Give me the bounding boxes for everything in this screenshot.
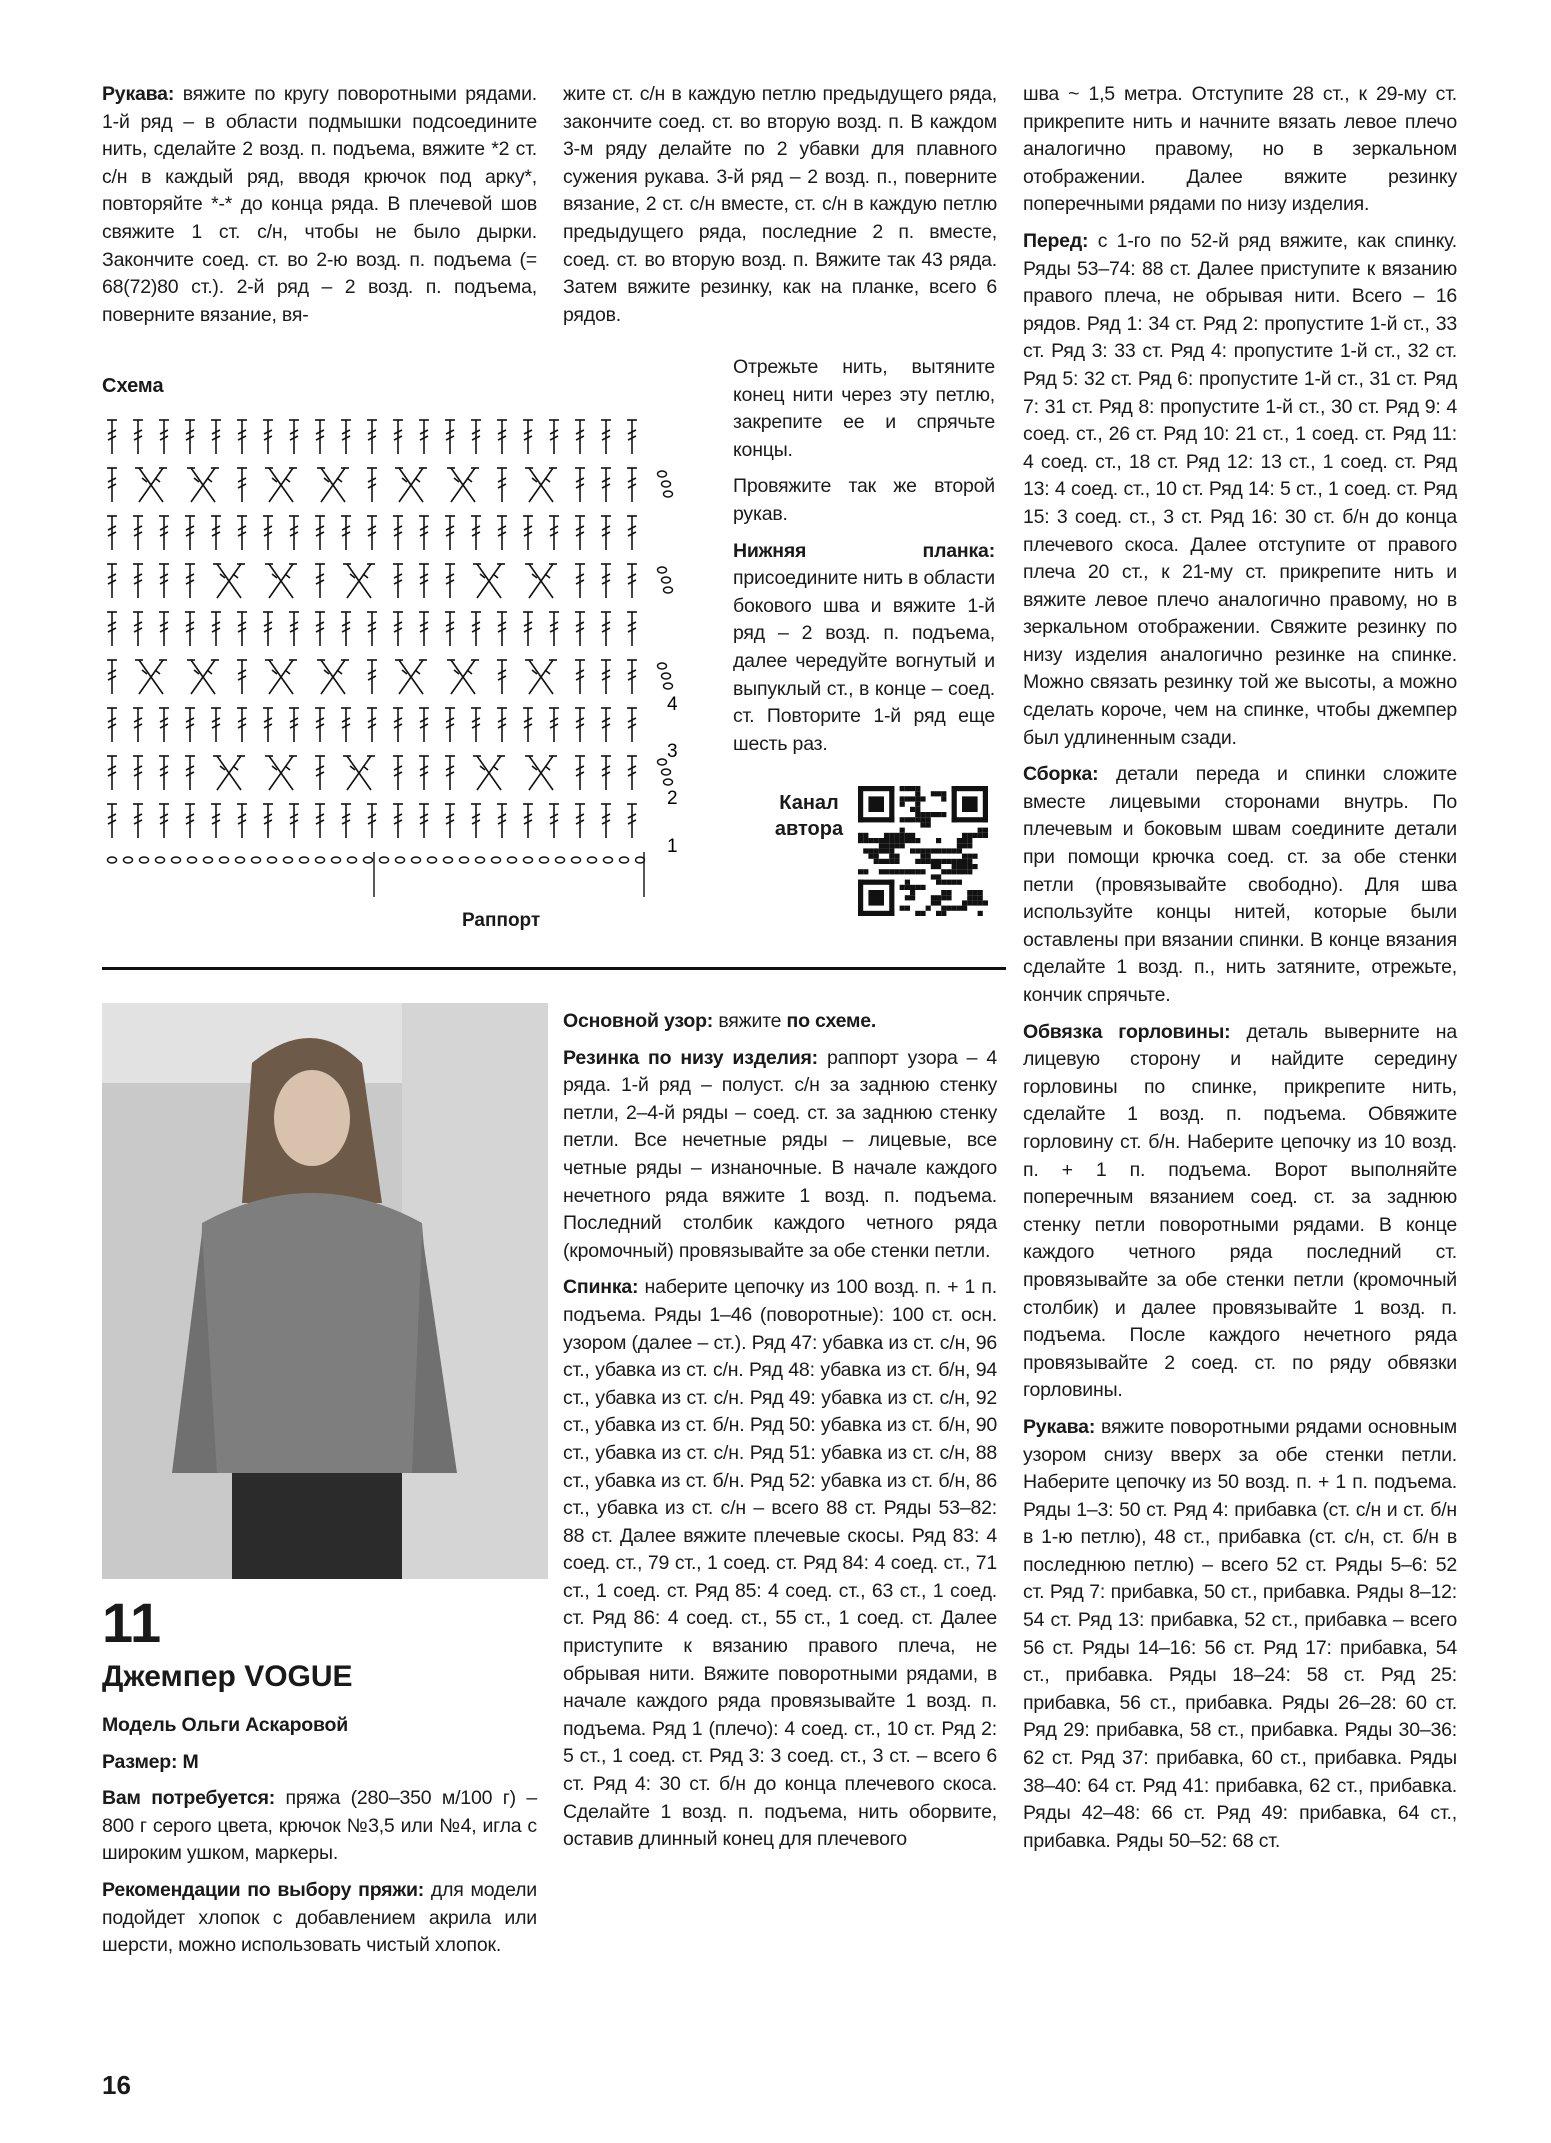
second-sleeve-text: Провяжите так же второй рукав. [733, 475, 995, 525]
model-details [102, 1712, 537, 1969]
narrow-column [733, 354, 995, 767]
sleeve-label: Рукава: [102, 83, 175, 105]
model-number: 11 [102, 1591, 162, 1654]
materials-label: Вам потребуется: [102, 1787, 276, 1810]
materials-text: пряжа (280–350 м/100 г) – 800 г серого цвета, крючок №3,5 или №4, игла с широким ушком, маркеры. [102, 1787, 537, 1865]
row-number-3: 3 [667, 741, 678, 762]
back-label: Спинка: [563, 1276, 639, 1299]
bottom-band-text: присоедините нить в области бокового шва и вяжите 1-й ряд – 2 возд. п. подъема, далее чередуйте вогнутый и выпуклый ст., в конце – соед. ст. Повторите 1-й ряд еще шесть раз. [733, 567, 995, 755]
bottom-band-label: Нижняя планка: [733, 539, 995, 562]
main-pattern-label: Основной узор: [563, 1010, 714, 1032]
row-number-4: 4 [667, 694, 678, 715]
shoulder-text: шва ~ 1,5 метра. Отступите 28 ст., к 29-му ст. прикрепите нить и начните вязать левое плечо аналогично правому, но в зеркальном отображении. Далее вяжите резинку поперечными рядами по низу изделия. [1023, 83, 1457, 216]
neckline-text: деталь выверните на лицевую сторону и найдите середину горловины по спинке, прикрепите нить, сделайте 1 возд. п. подъема. Обвяжите горловину ст. б/н. Наберите цепочку из 10 возд. п. + 1 п. подъема. Ворот выполняйте поперечным вязанием соед. ст. за заднюю стенку петли поворотными рядами. В конце каждого четного ряда последний ст. провязывайте за обе стенки петли (кромочный столбик) и далее провязывайте 1 возд. п. подъема. После каждого нечетного ряда провязывайте 2 соед. ст. по ряду обвязки горловины. [1023, 1020, 1457, 1402]
main-pattern-text: вяжите [713, 1010, 787, 1032]
sleeve-continued-text: жите ст. с/н в каждую петлю предыдущего ряда, закончите соед. ст. во вторую возд. п. В каждом 3-м ряду делайте по 2 убавки для плавного сужения рукава. 3-й ряд – 2 возд. п., поверните вязание, 2 ст. с/н вместе, ст. с/н в каждую петлю предыдущего ряда, последние 2 п. вместе, соед. ст. во вторую возд. п. Вяжите так 43 ряда. Затем вяжите резинку, как на планке, всего 6 рядов. [563, 83, 997, 326]
rib-text: раппорт узора – 4 ряда. 1-й ряд – полуст. с/н за заднюю стенку петли, 2–4-й ряды – соед. ст. за заднюю стенку петли. Все нечетные ряды – лицевые, все четные ряды – изнаночные. В начале каждого нечетного ряда вяжите 1 возд. п. подъема. Последний столбик каждого четного ряда (кромочный) провязывайте за обе стенки петли. [563, 1046, 997, 1262]
assembly-label: Сборка: [1023, 763, 1099, 786]
assembly-text: детали переда и спинки сложите вместе лицевыми сторонами внутрь. По плечевым и боковым швам соедините детали при помощи крючка соед. ст. за обе стенки петли (провязывайте свободно). Для шва используйте концы нитей, которые были оставлены при вязании спинки. В конце вязания сделайте 1 возд. п., нить затяните, отрежьте, кончик спрячьте. [1023, 763, 1457, 1006]
pattern-instructions [563, 1008, 997, 1863]
rapport-label: Раппорт [462, 910, 541, 931]
main-pattern-bold: по схеме. [786, 1010, 877, 1032]
yarn-label: Рекомендации по выбору пряжи: [102, 1878, 425, 1901]
cut-thread-text: Отрежьте нить, вытяните конец нити через эту петлю, закрепите ее и спрячьте концы. [733, 356, 995, 461]
neckline-label: Обвязка горловины: [1023, 1020, 1231, 1043]
section-divider [102, 967, 1006, 970]
front-text: с 1-го по 52-й ряд вяжите, как спинку. Ряды 53–74: 88 ст. Далее приступите к вязанию правого плеча, не обрывая нити. Всего – 16 рядов. Ряд 1: 34 ст. Ряд 2: пропустите 1-й ст., 33 ст. Ряд 3: 33 ст. Ряд 4: пропустите 1-й ст., 32 ст. Ряд 5: 32 ст. Ряд 6: пропустите 1-й ст., 31 ст. Ряд 7: 31 ст. Ряд 8: пропустите 1-й ст., 30 ст. Ряд 9: 4 соед. ст., 26 ст. Ряд 10: 21 ст., 1 соед. ст. Ряд 11: 4 соед. ст., 18 ст. Ряд 12: 13 ст., 1 соед. ст. Ряд 13: 4 соед. ст., 10 ст. Ряд 14: 5 ст., 1 соед. ст. Ряд 15: 3 соед. ст., 3 ст. Ряд 16: 30 ст. б/н до конца плечевого скоса. Далее отступите от правого плеча 20 ст., к 21-му ст. прикрепите нить и вяжите левое плечо аналогично правому, но в зеркальном отображении. Свяжите резинку по низу изделия аналогично резинке на спинке. Можно связать резинку той же высоты, а можно сделать короче, чем на спинке, чтобы джемпер был удлиненным сзади. [1023, 229, 1457, 749]
front-instructions-column [1023, 81, 1457, 1864]
schema-label: Схема [102, 375, 164, 397]
qr-code-icon[interactable] [858, 786, 988, 916]
sleeve-text: вяжите по кругу поворотными рядами. 1-й ряд – в области подмышки подсоедините нить, сделайте 2 возд. п. подъема, вяжите *2 ст. с/н в каждый ряд, вводя крючок под арку*, повторяйте *-* до конца ряда. В плечевой шов свяжите 1 ст. с/н, чтобы не было дырки. Закончите соед. ст. во 2-ю возд. п. подъема (= 68(72)80 ст.). 2-й ряд – 2 возд. п. подъема, поверните вязание, вя- [102, 83, 537, 326]
yarn-text: для модели подойдет хлопок с добавлением акрила или шерсти, можно использовать чистый хлопок. [102, 1878, 537, 1957]
row-number-1: 1 [667, 836, 678, 857]
page-number: 16 [102, 2070, 131, 2100]
model-photo [102, 1003, 548, 1579]
sleeves-text: вяжите поворотными рядами основным узором снизу вверх за обе стенки петли. Наберите цепочку из 50 возд. п. + 1 п. подъема. Ряды 1–3: 50 ст. Ряд 4: прибавка (ст. с/н и ст. б/н в 1-ю петлю), 48 ст., прибавка (ст. с/н, ст. б/н в последнюю петлю) – всего 52 ст. Ряды 5–6: 52 ст. Ряд 7: прибавка, 50 ст., прибавка. Ряды 8–12: 54 ст. Ряд 13: прибавка, 52 ст., прибавка – всего 56 ст. Ряды 14–16: 56 ст. Ряд 17: прибавка, 54 ст., прибавка. Ряды 18–24: 58 ст. Ряд 25: прибавка, 56 ст., прибавка. Ряды 26–28: 60 ст. Ряд 29: прибавка, 58 ст., прибавка. Ряды 30–36: 62 ст. Ряд 37: прибавка, 60 ст., прибавка. Ряды 38–40: 64 ст. Ряд 41: прибавка, 62 ст., прибавка. Ряды 42–48: 66 ст. Ряд 49: прибавка, 64 ст., прибавка. Ряды 50–52: 68 ст. [1023, 1415, 1457, 1852]
qr-label: Канал автора [774, 792, 844, 840]
size-value: М [177, 1750, 199, 1773]
size-label: Размер: [102, 1750, 178, 1773]
back-text: наберите цепочку из 100 возд. п. + 1 п. подъема. Ряды 1–46 (поворотные): 100 ст. осн. узором (далее – ст.). Ряд 47: убавка из ст. с/н, 96 ст., убавка из ст. с/н. Ряд 48: убавка из ст. б/н, 94 ст., убавка из ст. с/н. Ряд 49: убавка из ст. с/н, 92 ст., убавка из ст. б/н. Ряд 50: убавка из ст. б/н, 90 ст., убавка из ст. с/н. Ряд 51: убавка из ст. с/н, 88 ст., убавка из ст. б/н. Ряд 52: убавка из ст. б/н, 86 ст., убавка из ст. с/н – всего 88 ст. Ряды 53–82: 88 ст. Далее вяжите плечевые скосы. Ряд 83: 4 соед. ст., 79 ст., 1 соед. ст. Ряд 84: 4 соед. ст., 71 ст., 1 соед. ст. Ряд 85: 4 соед. ст., 63 ст., 1 соед. ст. Ряд 86: 4 соед. ст., 55 ст., 1 соед. ст. Далее приступите к вязанию правого плеча, не обрывая нити. Вяжите поворотными рядами, в начале каждого ряда провязывайте 1 возд. п. подъема. Ряд 1 (плечо): 4 соед. ст., 10 ст. Ряд 2: 5 ст., 1 соед. ст. Ряд 3: 3 соед. ст., 3 ст. – всего 6 ст. Ряд 4: 30 ст. б/н до конца плечевого скоса. Сделайте 1 возд. п. подъема, нить оборвите, оставив длинный конец для плечевого [563, 1276, 997, 1851]
sleeve-instructions [102, 81, 537, 338]
rib-label: Резинка по низу изделия: [563, 1046, 818, 1069]
crochet-chart [102, 412, 702, 912]
sleeves-label: Рукава: [1023, 1415, 1096, 1438]
sleeve-instructions-continued [563, 81, 997, 338]
front-label: Перед: [1023, 229, 1089, 252]
model-author: Модель Ольги Аскаровой [102, 1714, 349, 1736]
row-number-2: 2 [667, 788, 678, 809]
model-title: Джемпер VOGUE [102, 1660, 353, 1693]
